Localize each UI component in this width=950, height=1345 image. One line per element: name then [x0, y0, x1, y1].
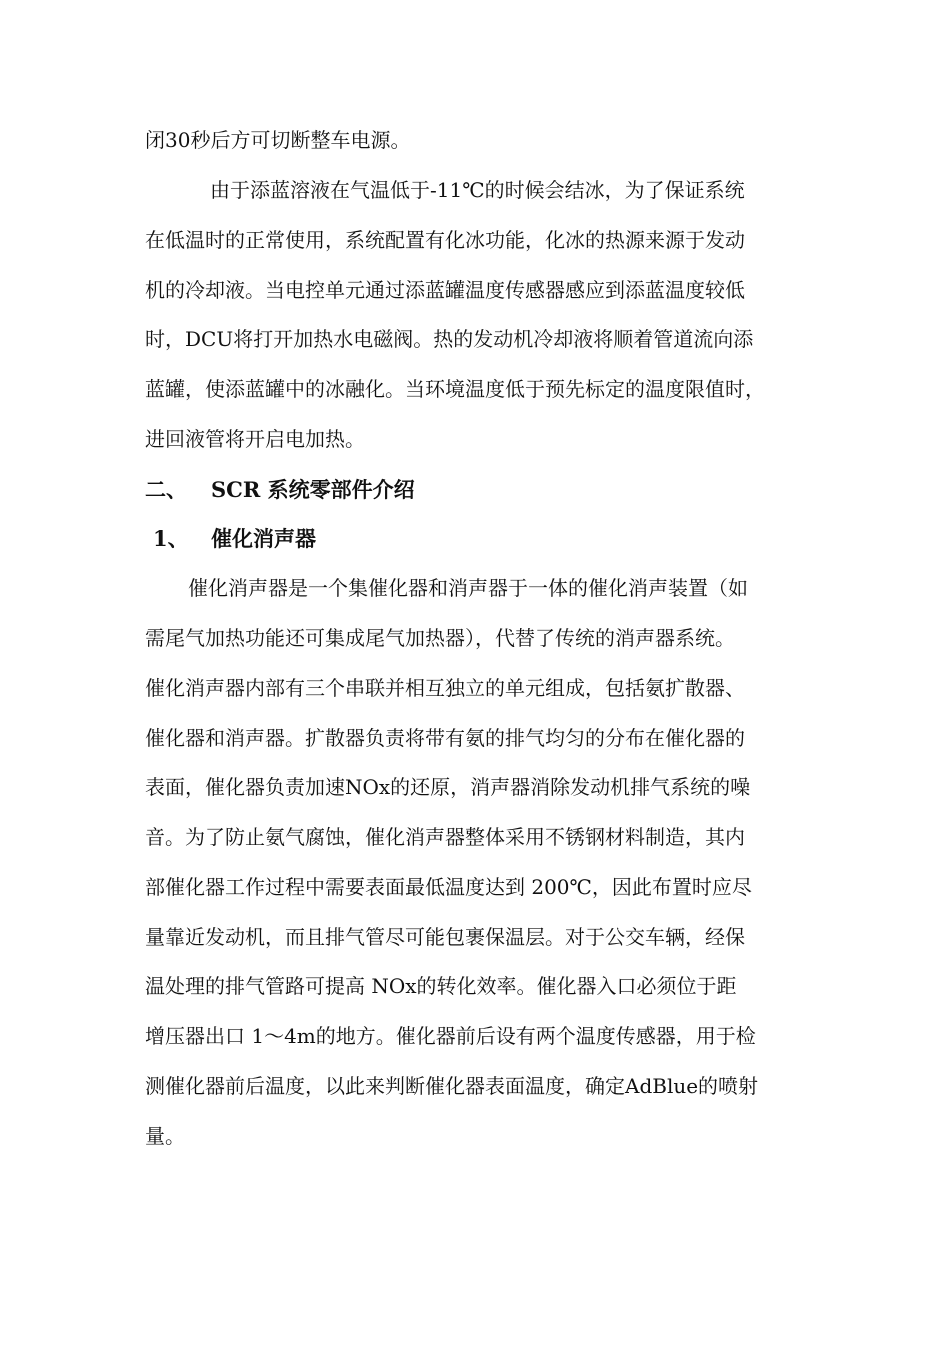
subsection-number: 1、 [153, 526, 189, 551]
paragraph-line: 蓝罐，使添蓝罐中的冰融化。当环境温度低于预先标定的温度限值时， [145, 377, 765, 401]
paragraph-line: 温处理的排气管路可提高 NOx的转化效率。催化器入口必须位于距 [145, 974, 737, 998]
section-number: 二、 [145, 477, 187, 502]
section-heading [145, 475, 815, 505]
paragraph-line: 催化器和消声器。扩散器负责将带有氨的排气均匀的分布在催化器的 [145, 726, 745, 750]
paragraph-line: 时，DCU将打开加热水电磁阀。热的发动机冷却液将顺着管道流向添 [145, 327, 754, 351]
paragraph-line: 表面，催化器负责加速NOx的还原，消声器消除发动机排气系统的噪 [145, 775, 751, 799]
paragraph-line: 进回液管将开启电加热。 [145, 427, 365, 451]
paragraph-line: 由于添蓝溶液在气温低于-11℃的时候会结冰，为了保证系统 [210, 178, 745, 202]
paragraph-line: 量靠近发动机，而且排气管尽可能包裹保温层。对于公交车辆，经保 [145, 925, 745, 949]
paragraph-line: 音。为了防止氨气腐蚀，催化消声器整体采用不锈钢材料制造，其内 [145, 825, 745, 849]
paragraph-line: 增压器出口 1～4m的地方。催化器前后设有两个温度传感器，用于检 [145, 1024, 756, 1048]
paragraph-line: 在低温时的正常使用，系统配置有化冰功能，化冰的热源来源于发动 [145, 228, 745, 252]
paragraph-line: 测催化器前后温度，以此来判断催化器表面温度，确定AdBlue的喷射 [145, 1074, 759, 1098]
paragraph-line: 量。 [145, 1124, 185, 1148]
paragraph-line: 机的冷却液。当电控单元通过添蓝罐温度传感器感应到添蓝温度较低 [145, 278, 745, 302]
paragraph-line: 闭30秒后方可切断整车电源。 [145, 128, 411, 152]
paragraph-line: 部催化器工作过程中需要表面最低温度达到 200℃，因此布置时应尽 [145, 875, 752, 899]
subsection-title: 催化消声器 [211, 526, 316, 551]
paragraph-line: 催化消声器是一个集催化器和消声器于一体的催化消声装置（如 [188, 576, 748, 600]
paragraph-line: 需尾气加热功能还可集成尾气加热器），代替了传统的消声器系统。 [145, 626, 735, 650]
section-title: SCR 系统零部件介绍 [211, 477, 415, 502]
subsection-heading [145, 524, 815, 554]
paragraph-line: 催化消声器内部有三个串联并相互独立的单元组成，包括氨扩散器、 [145, 676, 745, 700]
